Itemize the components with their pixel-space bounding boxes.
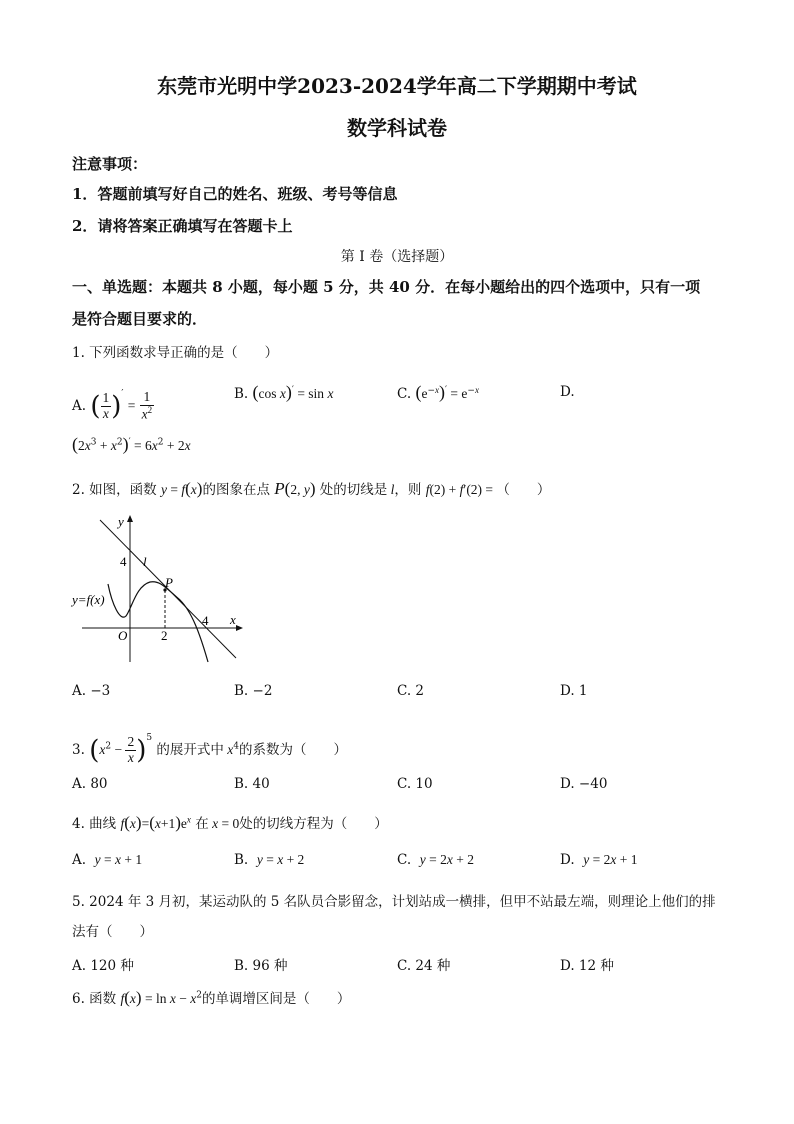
q3-stem-num: 3.: [72, 742, 85, 758]
notice-item-text: 请将答案正确填写在答题卡上: [97, 217, 293, 235]
q1-option-d: $(2x^3 + x^2)' = 6x^2 + 2x$: [72, 434, 191, 454]
notice-item-2: [72, 215, 292, 236]
exam-title: 东莞市光明中学2023-2024学年高二下学期期中考试: [157, 74, 637, 98]
figure-x-axis-label: x: [230, 612, 236, 627]
q4-option-a: A. y = x + 1: [72, 852, 143, 868]
q2-stem-num: 2. 如图，函数: [72, 482, 157, 498]
figure-y-tick-4: 4: [120, 554, 127, 569]
q1-option-c: C. $(e^{-x})' = e^{-x}$: [397, 382, 479, 402]
q2-stem-mid2: 处的切线是: [319, 482, 388, 498]
q4-stem: 4. 曲线 $f(x)=(x+1)e^x$ 在 x = 0处的切线方程为（ ）: [72, 813, 388, 832]
q2-option-c: C. 2: [397, 683, 425, 699]
q1-option-d-label: D.: [560, 384, 575, 400]
q5-option-d: D. 12 种: [560, 958, 614, 974]
q6-stem: 6. 函数 $f(x) = \ln x - x^2$的单调增区间是（ ）: [72, 988, 351, 1007]
q3-stem-tail: 的展开式中: [156, 742, 224, 758]
notice-item-num: 2．: [72, 217, 98, 235]
q3-option-a: A. 80: [72, 776, 108, 792]
q6-stem-num: 6. 函数: [72, 991, 117, 1007]
q3-option-d: D. −40: [560, 776, 608, 792]
figure-x-tick-4: 4: [202, 613, 209, 628]
q2-figure: [70, 512, 250, 672]
figure-curve-label: y=f(x): [72, 592, 105, 607]
q3-stem-tail2: 的系数为（ ）: [239, 742, 347, 758]
q3-stem: 3. ($x^2$ − $\frac{2}{x}$ )$^5$ 的展开式中 $x^4$的系数为（ ）: [72, 733, 347, 766]
q4-option-c: C. y = 2x + 2: [397, 852, 474, 868]
exam-subtitle: 数学科试卷: [347, 116, 447, 140]
figure-x-tick-2: 2: [161, 628, 168, 643]
option-label: B.: [234, 852, 249, 868]
option-label: D.: [560, 852, 575, 868]
q1-stem: 1. 下列函数求导正确的是（ ）: [72, 345, 279, 361]
section1-line1: 一、单选题：本题共 8 小题，每小题 5 分，共 40 分．在每小题给出的四个选项中，只有一项: [72, 278, 701, 296]
figure-line-label: l: [143, 554, 147, 569]
q2-stem: 2. 如图，函数 y = f(x)的图象在点 P(2, y) 处的切线是 l，则 f(2) + f′(2) = （ ）: [72, 479, 551, 498]
q5-stem-line1: 5. 2024 年 3 月初，某运动队的 5 名队员合影留念，计划站成一横排，但甲不站最左端，则理论上他们的排: [72, 894, 716, 910]
notice-item-num: 1．: [72, 185, 98, 203]
q2-option-d: D. 1: [560, 683, 588, 699]
q3-option-b: B. 40: [234, 776, 270, 792]
q2-stem-tail: （ ）: [496, 482, 551, 498]
volume-title: 第 I 卷（选择题）: [340, 249, 454, 265]
q2-option-a: A. −3: [72, 683, 111, 699]
q4-option-d: D. y = 2x + 1: [560, 852, 638, 868]
q2-option-b: B. −2: [234, 683, 273, 699]
figure-y-axis-label: y: [118, 514, 124, 529]
q6-stem-tail: 的单调增区间是（ ）: [201, 991, 351, 1007]
q4-option-b: B. y = x + 2: [234, 852, 305, 868]
q1-option-b: B. (cos x)′ = sin x: [234, 382, 334, 402]
figure-origin-label: O: [118, 628, 128, 643]
q5-stem-line2: 法有（ ）: [72, 924, 153, 940]
q3-option-c: C. 10: [397, 776, 433, 792]
q1-option-a: A. ( $\frac{1}{x}$ )′ = $\frac{1}{x^2}$: [72, 389, 153, 422]
notice-item-text: 答题前填写好自己的姓名、班级、考号等信息: [97, 185, 398, 203]
option-label: C.: [397, 386, 412, 402]
q5-option-a: A. 120 种: [72, 958, 134, 974]
q5-option-c: C. 24 种: [397, 958, 451, 974]
q2-stem-mid1: 的图象在点: [202, 482, 270, 498]
option-label: B.: [234, 386, 249, 402]
figure-point-label: P: [165, 575, 173, 590]
option-label: A.: [72, 852, 87, 868]
q4-stem-num: 4. 曲线: [72, 816, 117, 832]
notice-item-1: [72, 183, 397, 204]
q4-stem-tail: 处的切线方程为（ ）: [239, 816, 388, 832]
q2-stem-mid3: ，则: [394, 482, 422, 498]
notice-heading: 注意事项：: [72, 155, 148, 173]
option-label: A.: [72, 398, 87, 414]
q5-option-b: B. 96 种: [234, 958, 288, 974]
section1-line2: 是符合题目要求的．: [72, 310, 208, 328]
option-label: C.: [397, 852, 412, 868]
q4-stem-mid: 在: [195, 816, 209, 832]
